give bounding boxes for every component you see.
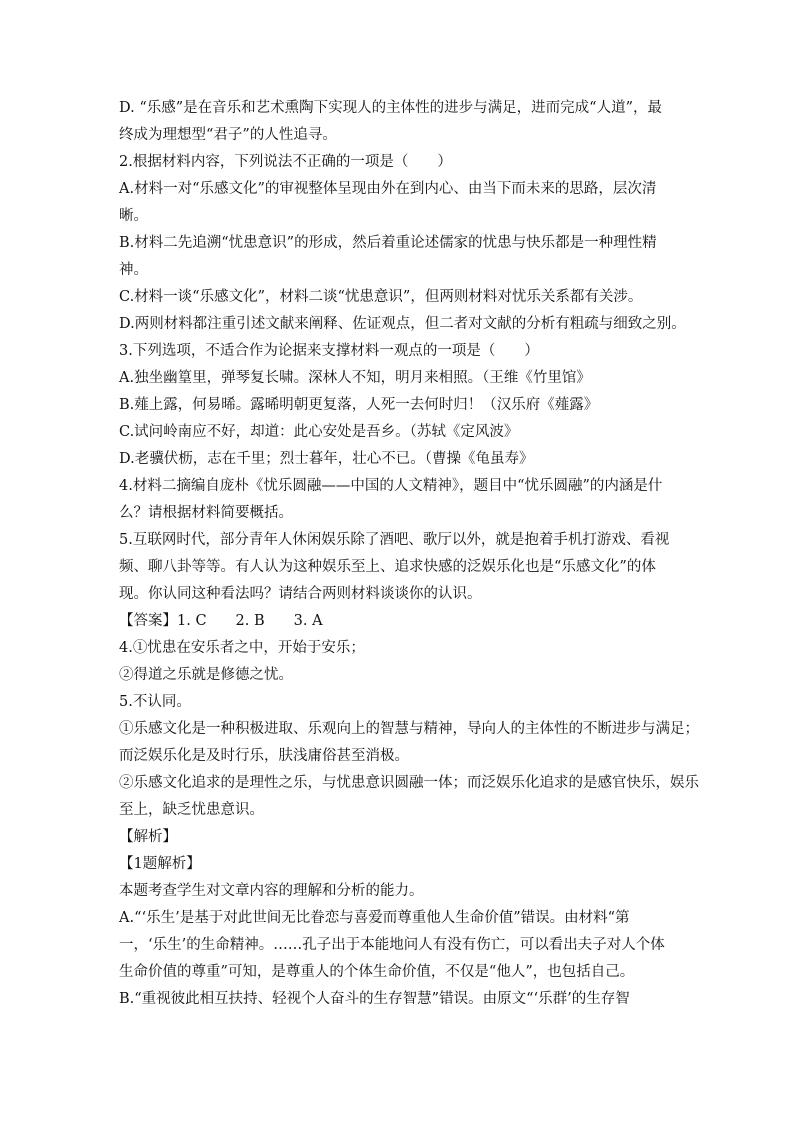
text-line: 生命价值的尊重”可知，是尊重人的个体生命价值，不仅是“他人”，也包括自己。 — [119, 964, 635, 980]
text-line: 么？请根据材料简要概括。 — [119, 505, 293, 521]
text-line: D. “乐感”是在音乐和艺术熏陶下实现人的主体性的进步与满足，进而完成“人道”，最 — [119, 100, 662, 116]
text-line: 而泛娱乐化是及时行乐，肤浅庸俗甚至消极。 — [119, 748, 409, 764]
text-line: D.老骥伏枥，志在千里；烈士暮年，壮心不已。（曹操《龟虽寿》 — [119, 451, 534, 467]
text-line: 晰。 — [119, 208, 148, 224]
text-line: C.试问岭南应不好，却道：此心安处是吾乡。（苏轼《定风波》 — [119, 424, 519, 440]
text-line: 【解析】 — [119, 829, 177, 845]
text-line: 2.根据材料内容，下列说法不正确的一项是（ ） — [119, 154, 452, 170]
text-line: 4.①忧患在安乐者之中，开始于安乐； — [119, 640, 365, 656]
text-line: B.薤上露，何易晞。露晞明朝更复落，人死一去何时归！（汉乐府《薤露》 — [119, 397, 599, 413]
text-line: ②得道之乐就是修德之忧。 — [119, 667, 293, 683]
text-line: 一，‘乐生’的生命精神。……孔子出于本能地问人有没有伤亡，可以看出夫子对人个体 — [119, 937, 665, 953]
text-line: 【1题解析】 — [119, 856, 201, 872]
text-line: B.材料二先追溯“忧患意识”的形成，然后着重论述儒家的忧患与快乐都是一种理性精 — [119, 235, 657, 251]
text-line: ①乐感文化是一种积极进取、乐观向上的智慧与精神，导向人的主体性的不断进步与满足； — [119, 721, 699, 737]
text-line: A.材料一对“乐感文化”的审视整体呈现由外在到内心、由当下而未来的思路，层次清 — [119, 181, 657, 197]
text-line: B.“重视彼此相互扶持、轻视个人奋斗的生存智慧”错误。由原文“‘乐群’的生存智 — [119, 991, 630, 1007]
text-line: 【答案】1. C 2. B 3. A — [119, 613, 323, 629]
text-line: A.“‘乐生’是基于对此世间无比眷恋与喜爱而尊重他人生命价值”错误。由材料“第 — [119, 910, 630, 926]
text-line: 5.不认同。 — [119, 694, 191, 710]
text-line: 神。 — [119, 262, 148, 278]
text-line: ②乐感文化追求的是理性之乐，与忧患意识圆融一体；而泛娱乐化追求的是感官快乐，娱乐 — [119, 775, 699, 791]
text-line: 3.下列选项，不适合作为论据来支撑材料一观点的一项是（ ） — [119, 343, 539, 359]
text-line: 频、聊八卦等等。有人认为这种娱乐至上、追求快感的泛娱乐化也是“乐感文化”的体 — [119, 559, 656, 575]
text-line: A.独坐幽篁里，弹琴复长啸。深林人不知，明月来相照。（王维《竹里馆》 — [119, 370, 591, 386]
text-line: C.材料一谈“乐感文化”，材料二谈“忧患意识”，但两则材料对忧乐关系都有关涉。 — [119, 289, 643, 305]
text-line: 现。你认同这种看法吗？请结合两则材料谈谈你的认识。 — [119, 586, 482, 602]
text-line: 本题考查学生对文章内容的理解和分析的能力。 — [119, 883, 424, 899]
text-line: 终成为理想型“君子”的人性追寻。 — [119, 127, 337, 143]
text-line: 5.互联网时代，部分青年人休闲娱乐除了酒吧、歌厅以外，就是抱着手机打游戏、看视 — [119, 532, 670, 548]
document-body — [119, 95, 699, 1013]
text-line: D.两则材料都注重引述文献来阐释、佐证观点，但二者对文献的分析有粗疏与细致之别。 — [119, 316, 686, 332]
text-line: 至上，缺乏忧患意识。 — [119, 802, 264, 818]
text-line: 4.材料二摘编自庞朴《忧乐圆融——中国的人文精神》，题目中“忧乐圆融”的内涵是什 — [119, 478, 663, 494]
